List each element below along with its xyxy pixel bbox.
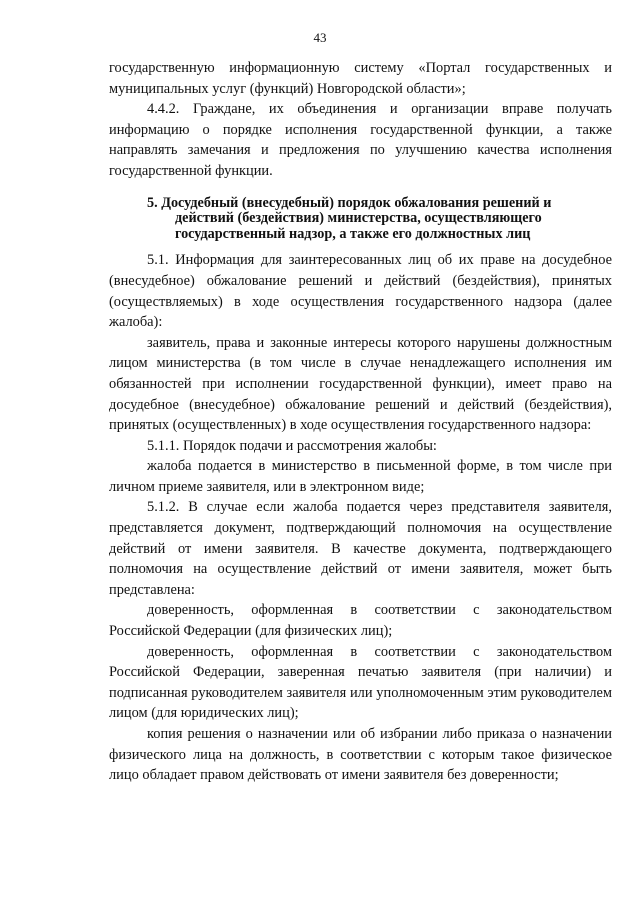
paragraph: доверенность, оформленная в соответствии с законодательством Российской Федерации (для физических лиц); (109, 602, 612, 640)
paragraph: копия решения о назначении или об избрании либо приказа о назначении физического лица на должность, в соответствии с которым такое физическое лицо обладает правом действовать от имени заявителя без доверенности; (109, 726, 612, 784)
paragraph: 5.1.2. В случае если жалоба подается через представителя заявителя, представляется документ, подтверждающий полномочия на осуществление действий от имени заявителя. В качестве документа, подтверждающего полномочия на осуществление действий от имени заявителя, может быть представлена: (109, 499, 612, 598)
paragraph: 5.1. Информация для заинтересованных лиц об их праве на досудебное (внесудебное) обжалование решений и действий (бездействия), принятых (осуществляемых) в ходе осуществления государственного надзора (далее жалоба): (109, 252, 612, 331)
paragraph: жалоба подается в министерство в письменной форме, в том числе при личном приеме заявителя, или в электронном виде; (109, 458, 612, 495)
paragraph: государственную информационную систему «Портал государственных и муниципальных услуг (функций) Новгородской области»; (109, 60, 612, 97)
paragraph: доверенность, оформленная в соответствии с законодательством Российской Федерации, заверенная печатью заявителя (при наличии) и подписанная руководителем заявителя или уполномоченным этим руководителем лицом (для юридических лиц); (109, 643, 612, 722)
paragraph: 4.4.2. Граждане, их объединения и организации вправе получать информацию о порядке исполнения государственной функции, а также направлять замечания и предложения по улучшению качества исполнения государственной функции. (109, 101, 612, 179)
section-heading (109, 196, 612, 243)
section-heading-line: действий (бездействия) министерства, осуществляющего (175, 210, 542, 227)
page-number: 43 (313, 30, 327, 45)
document-body (109, 58, 612, 786)
section-heading-line: 5. Досудебный (внесудебный) порядок обжалования решений и (147, 194, 552, 211)
paragraph: заявитель, права и законные интересы которого нарушены должностным лицом министерства (в том числе в случае ненадлежащего исполнения им обязанностей при исполнении государственной функции), имеет право на досудебное (внесудебное) обжалование решений и действий (бездействия), принятых (осуществленных) в ходе осуществления государственного надзора: (109, 334, 612, 434)
paragraph: 5.1.1. Порядок подачи и рассмотрения жалобы: (147, 437, 437, 454)
section-heading-line: государственный надзор, а также его должностных лиц (175, 225, 531, 242)
